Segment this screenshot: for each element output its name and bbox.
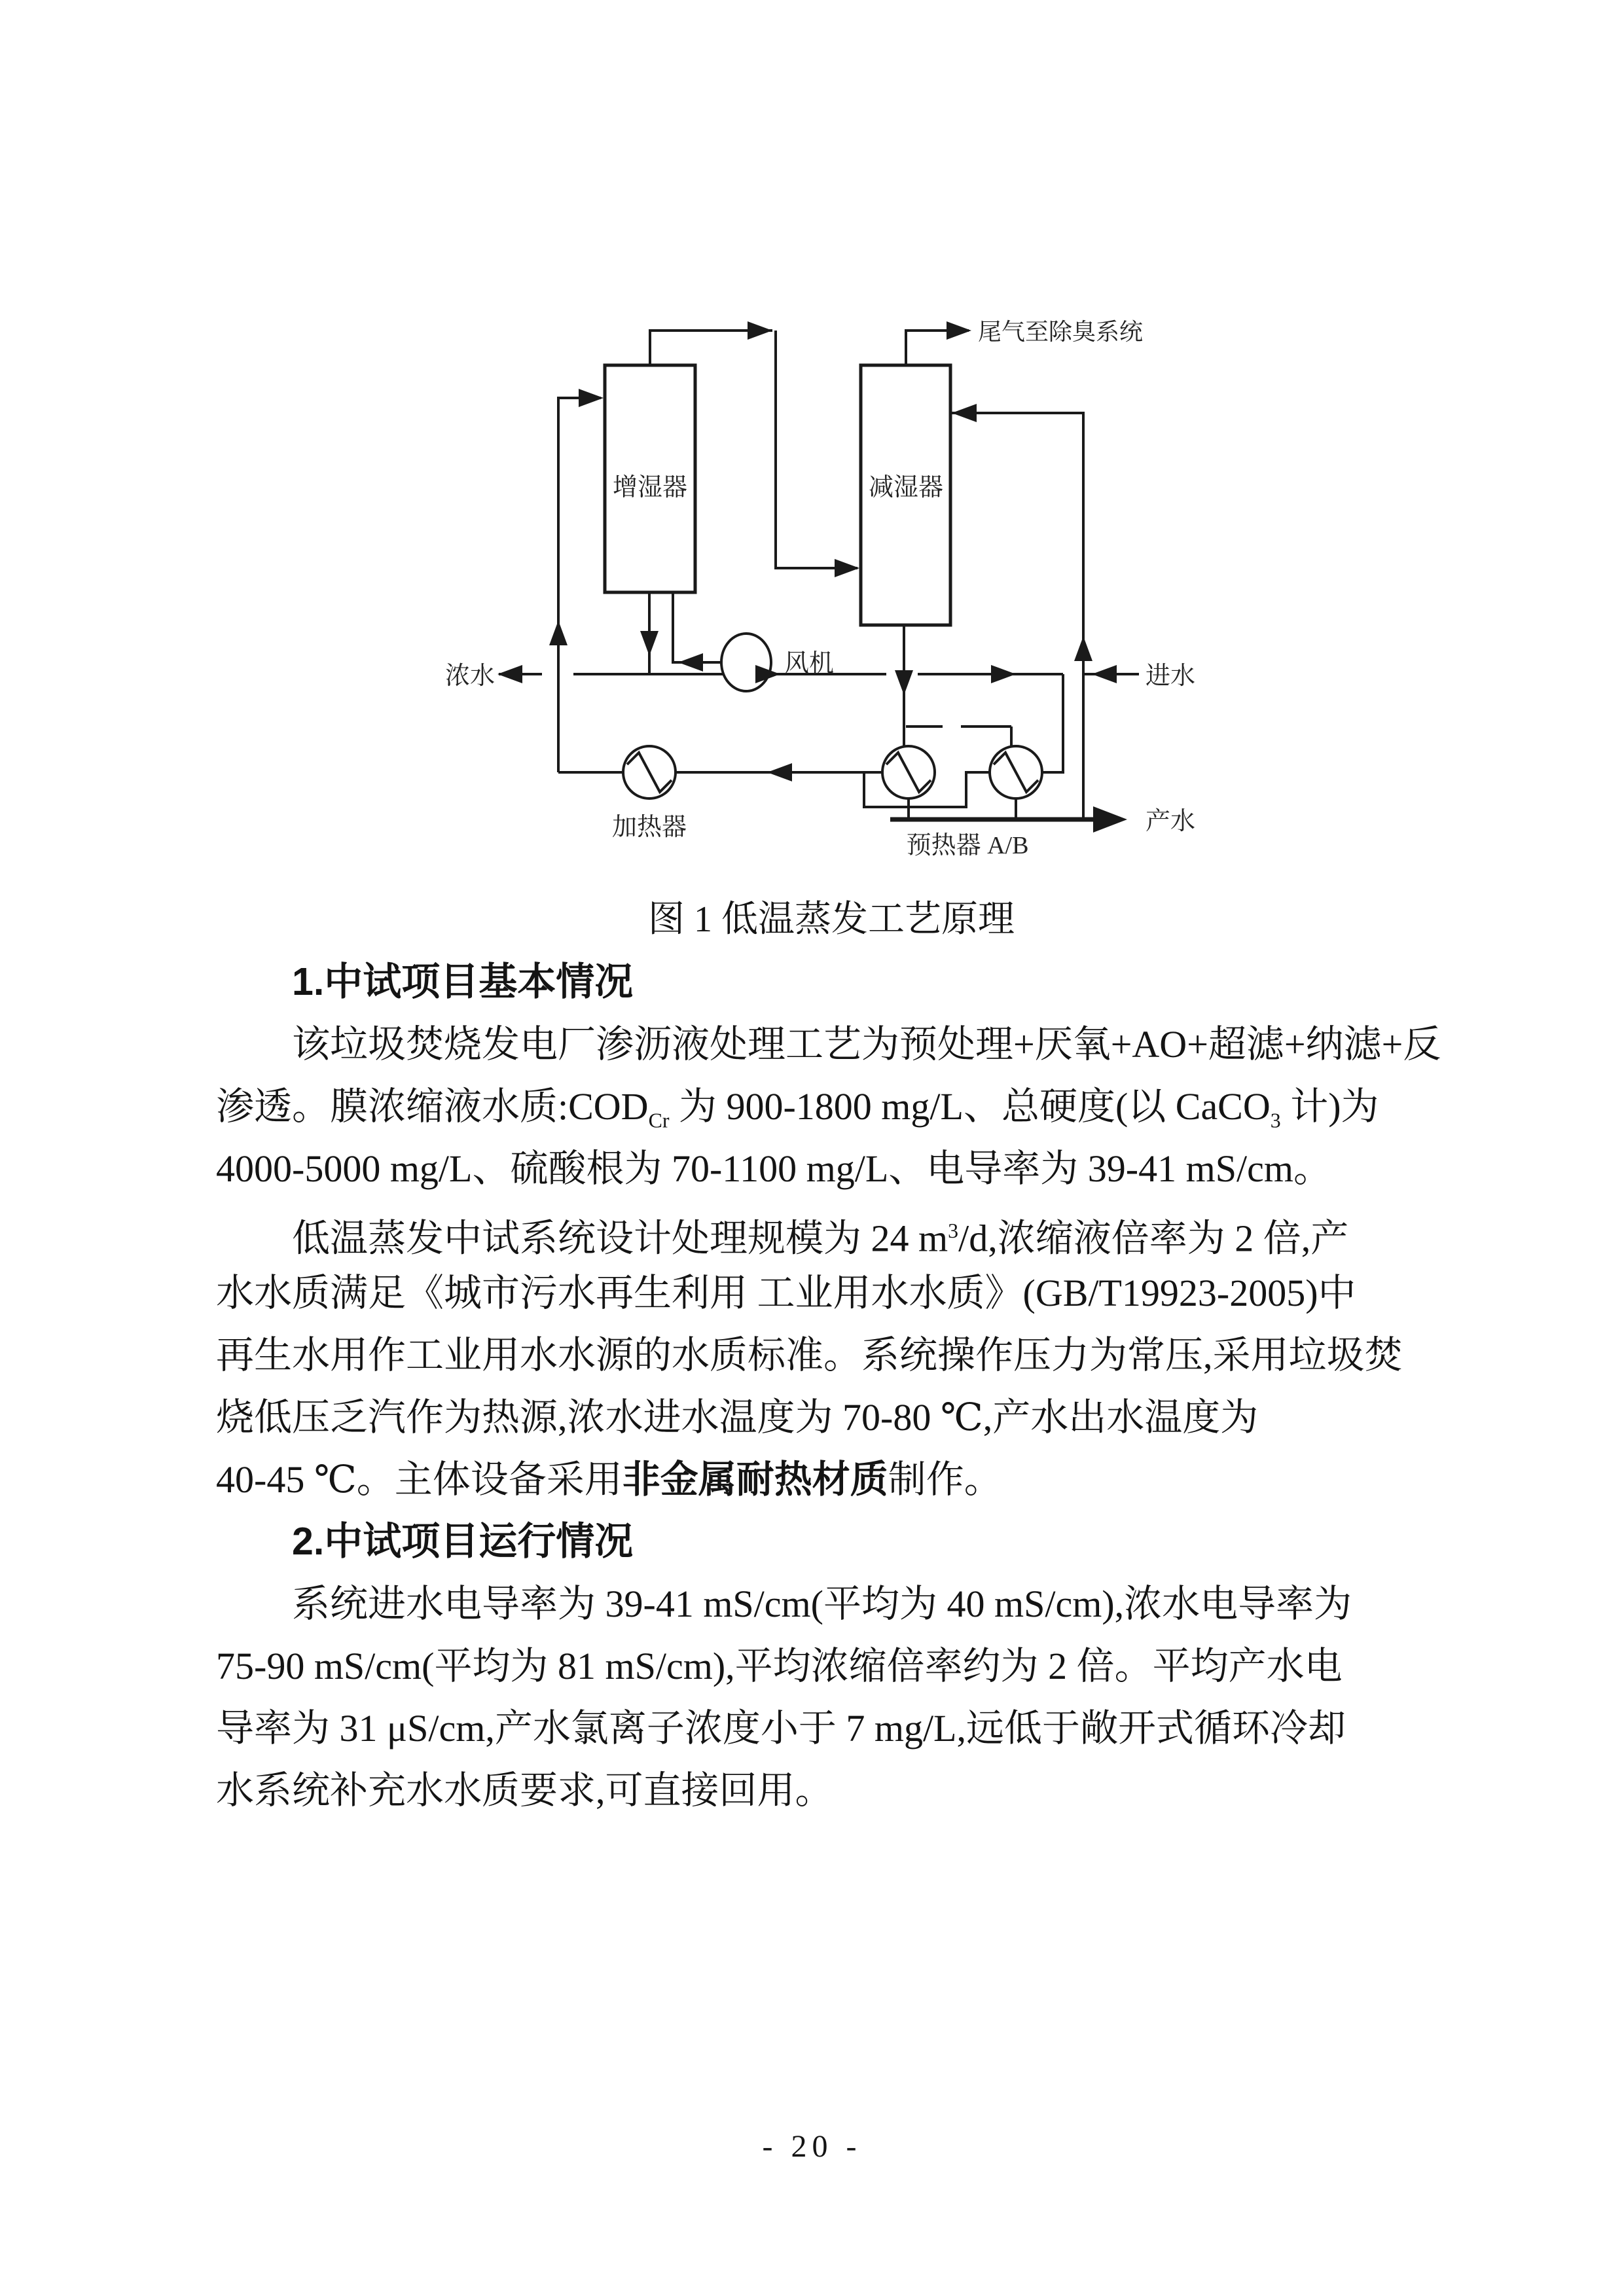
text-segment: 该垃圾焚烧发电厂渗沥液处理工艺为预处理+厌氧+AO+超滤+纳滤+反 — [292, 1023, 1441, 1066]
fan-circle — [721, 634, 771, 691]
heater-label: 加热器 — [611, 814, 687, 841]
arrow-feed-riser-up — [1074, 636, 1092, 661]
figure-caption — [216, 889, 1447, 951]
text-line — [216, 1759, 1447, 1821]
text-line — [216, 1262, 1447, 1324]
process-flow-diagram — [393, 308, 1244, 870]
pipe-dehumidifier-exhaust — [906, 331, 969, 365]
product-label: 产水 — [1146, 808, 1196, 835]
arrow-dehumidifier-drain-down — [895, 670, 913, 695]
arrow-air-into-dehumidifier — [835, 559, 859, 577]
text-segment: 烧低压乏汽作为热源,浓水进水温度为 70-80 ℃,产水出水温度为 — [216, 1396, 1259, 1439]
text-block — [216, 889, 1447, 1821]
arrow-exhaust — [947, 321, 971, 340]
text-segment: 低温蒸发中试系统设计处理规模为 24 m — [292, 1217, 948, 1260]
text-line — [216, 1448, 1447, 1511]
text-line — [216, 1138, 1447, 1200]
text-line — [216, 1324, 1447, 1386]
text-segment: Cr — [648, 1109, 670, 1132]
text-segment: 导率为 31 μS/cm,产水氯离子浓度小于 7 mg/L,远低于敞开式循环冷却 — [216, 1707, 1346, 1749]
feed-label: 进水 — [1146, 662, 1196, 690]
text-line — [216, 1200, 1447, 1262]
process-flow-svg — [393, 308, 1244, 870]
arrow-humidifier-drain-down — [640, 631, 659, 656]
text-segment: 制作。 — [888, 1458, 1002, 1501]
text-segment: 3 — [1270, 1109, 1281, 1132]
text-segment: 水系统补充水水质要求,可直接回用。 — [216, 1769, 833, 1812]
text-segment: 75-90 mS/cm(平均为 81 mS/cm),平均浓缩倍率约为 2 倍。平均产水电 — [216, 1645, 1343, 1687]
text-line — [216, 1573, 1447, 1635]
pipe-fan-duct — [673, 592, 721, 662]
concentrate-label: 浓水 — [444, 662, 495, 690]
text-line — [216, 1697, 1447, 1759]
text-segment: /d,浓缩液倍率为 2 倍,产 — [958, 1217, 1349, 1260]
fan-label: 风机 — [784, 650, 835, 677]
text-segment: 4000-5000 mg/L、硫酸根为 70-1100 mg/L、电导率为 39-41 mS/cm。 — [216, 1147, 1331, 1190]
text-segment: 1.中试项目基本情况 — [292, 960, 634, 1003]
arrow-product-out — [1093, 806, 1127, 833]
text-segment: 非金属耐热材质 — [622, 1458, 888, 1501]
text-line — [216, 1635, 1447, 1697]
arrow-left-riser-up — [549, 620, 568, 645]
text-segment: 水水质满足《城市污水再生利用 工业用水水质》(GB/T19923-2005)中 — [216, 1272, 1356, 1314]
humidifier-label: 增湿器 — [612, 474, 688, 501]
text-segment: 3 — [948, 1219, 959, 1242]
section-heading — [216, 951, 1447, 1013]
arrow-heater-line-left — [767, 763, 792, 781]
pipe-preheater-crossovers — [906, 726, 1011, 747]
text-line — [216, 1075, 1447, 1138]
arrow-concentrate-out — [497, 665, 522, 683]
text-line — [216, 1013, 1447, 1075]
text-segment: 计)为 — [1280, 1085, 1379, 1128]
arrow-air-top — [748, 321, 772, 340]
text-segment: 再生水用作工业用水水源的水质标准。系统操作压力为常压,采用垃圾焚 — [216, 1334, 1403, 1376]
dehumidifier-label: 减湿器 — [868, 474, 944, 501]
pipe-left-riser — [558, 398, 601, 772]
arrow-into-humidifier — [579, 389, 604, 407]
arrow-fan-duct-left — [678, 653, 703, 672]
arrow-feed-in — [1092, 665, 1117, 683]
text-segment: 系统进水电导率为 39-41 mS/cm(平均为 40 mS/cm),浓水电导率为 — [292, 1583, 1352, 1625]
pipe-drop-to-preheater-b — [1042, 674, 1063, 772]
text-segment: 40-45 ℃。主体设备采用 — [216, 1458, 623, 1501]
arrow-into-dehumidifier-right — [952, 404, 977, 422]
arrow-brine-right-2 — [991, 665, 1016, 683]
text-segment: 2.中试项目运行情况 — [292, 1520, 634, 1563]
preheater-label: 预热器 A/B — [906, 832, 1029, 859]
text-line — [216, 1386, 1447, 1448]
text-segment: 为 900-1800 mg/L、总硬度(以 CaCO — [669, 1085, 1271, 1128]
section-heading — [216, 1511, 1447, 1573]
exhaust-label: 尾气至除臭系统 — [978, 319, 1144, 345]
page-number: - 20 - — [762, 2129, 862, 2164]
text-segment: 图 1 低温蒸发工艺原理 — [648, 899, 1015, 940]
text-segment: 渗透。膜浓缩液水质:COD — [216, 1085, 649, 1128]
